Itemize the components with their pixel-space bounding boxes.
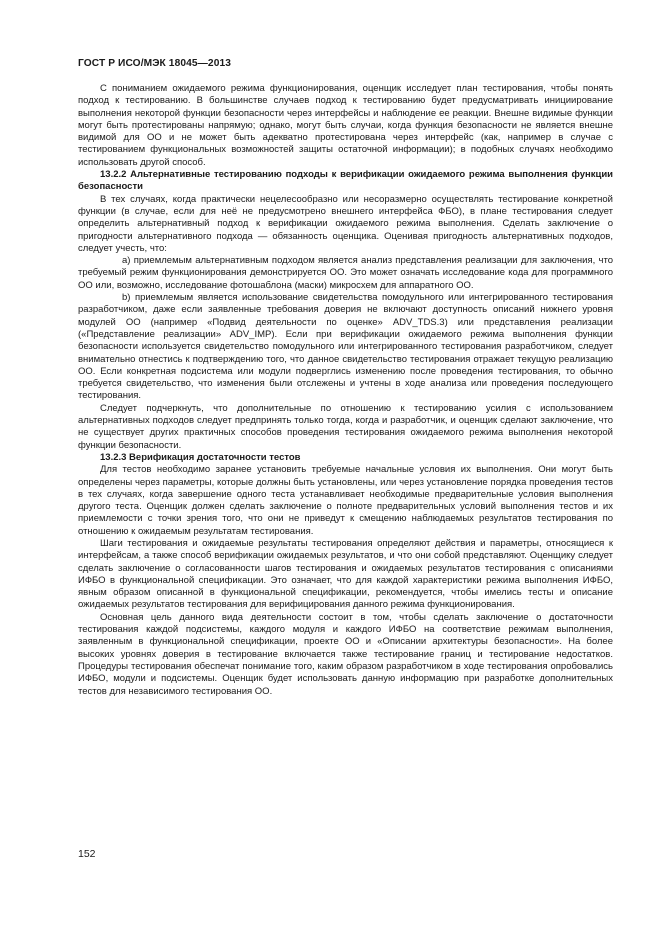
- page-number: 152: [78, 848, 96, 860]
- paragraph: Основная цель данного вида деятельности состоит в том, чтобы сделать заключение о достаточности тестирования каждой подсистемы, каждого модуля и каждого ИФБО на соответствие режимам выполнения, заявленным в функциональной спецификации, проекте ОО и «Описании архитектуры безопасности». На более высоких уровнях доверия в тестирование включается также тестирование границ и тестирование недостатков. Процедуры тестирования обеспечат понимание того, каким образом разработчиком в ходе тестирования опробовались ИФБО, модули и подсистемы. Оценщик будет использовать данную информацию при разработке дополнительных тестов для независимого тестирования ОО.: [78, 611, 613, 697]
- paragraph: Для тестов необходимо заранее установить требуемые начальные условия их выполнения. Они могут быть определены через параметры, которые должны быть установлены, или через установление порядка проведения тестов в тех случаях, когда завершение одного теста устанавливает необходимые предварительные условия выполнения другого теста. Оценщик должен сделать заключение о полноте предварительных условий выполнения тестов и их приемлемости с точки зрения того, что они не приведут к смещению наблюдаемых результатов тестирования по отношению к ожидаемым результатам тестирования.: [78, 464, 613, 537]
- document-header: ГОСТ Р ИСО/МЭК 18045—2013: [78, 58, 231, 69]
- document-body: [78, 83, 613, 698]
- paragraph: Следует подчеркнуть, что дополнительные по отношению к тестированию усилия с использованием альтернативных подходов следует предпринять только тогда, когда и разработчик, и оценщик сделают заключение, что не существует других практичных способов проведения тестирования ожидаемого режима выполнения некоторой функции безопасности.: [78, 402, 613, 451]
- paragraph: Шаги тестирования и ожидаемые результаты тестирования определяют действия и параметры, относящиеся к интерфейсам, а также способ верификации ожидаемых результатов, и что они собой представляют. Оценщику следует сделать заключение о согласованности шагов тестирования и ожидаемых результатов тестирования с описаниями ИФБО в функциональной спецификации. Это означает, что для каждой характеристики режима выполнения ИФБО, явным образом описанной в функциональной спецификации, рекомендуется, чтобы имелись тесты и описание ожидаемых результатов тестирования для верифицирования данного режима функционирования.: [78, 537, 613, 611]
- document-page: [78, 58, 613, 698]
- section-heading: 13.2.2 Альтернативные тестированию подходы к верификации ожидаемого режима выполнения функции безопасности: [78, 169, 613, 193]
- paragraph: В тех случаях, когда практически нецелесообразно или несоразмерно осуществлять тестирование конкретной функции (в случае, если для неё не предусмотрено внешнего интерфейса ФБО), в плане тестирования следует определить альтернативный подход к верификации ожидаемого режима выполнения. Сделать заключение о пригодности альтернативного подхода — обязанность оценщика. Оценивая пригодность альтернативных подходов, следует учесть, что:: [78, 193, 613, 254]
- section-heading: 13.2.3 Верификация достаточности тестов: [100, 451, 301, 463]
- list-item-a: a) приемлемым альтернативным подходом является анализ представления реализации для заключения, что требуемый режим функционирования демонстрируется ОО. Это может означать исследование кода для программного ОО или, возможно, исследование фотошаблона (маски) микросхем для аппаратного ОО.: [78, 255, 613, 291]
- list-item-b: b) приемлемым является использование свидетельства помодульного или интегрированного тестирования разработчиком, даже если заявленные требования доверия не включают доступность описаний нижнего уровня модулей ОО (например «Подвид деятельности по оценке» ADV_TDS.3) или представления реализации («Представление реализации» ADV_IMP). Если при верификации ожидаемого режима выполнения функции безопасности используется свидетельство помодульного или интегрированного тестирования разработчиком, следует внимательно отнестись к подтверждению того, что данное свидетельство тестирования отражает текущую реализацию ОО. Если конкретная подсистема или модули подверглись изменению после проведения тестирования, то обычно требуется свидетельство, что изменения были отслежены и учтены в ходе анализа или проведения последующего тестирования.: [78, 292, 613, 402]
- paragraph: С пониманием ожидаемого режима функционирования, оценщик исследует план тестирования, чтобы понять подход к тестированию. В большинстве случаев подход к тестированию будет предусматривать инициирование выполнения некоторой функции безопасности через интерфейсы и наблюдение ее реакции. Внешне видимые функции могут быть протестированы напрямую; однако, могут быть случаи, когда функция безопасности не является внешне видимой для ОО и не может быть адекватно протестирована через интерфейс (как, например в случае с тестированием функциональных возможностей защиты остаточной информации); в подобных случаях необходимо использовать другой способ.: [78, 83, 613, 168]
